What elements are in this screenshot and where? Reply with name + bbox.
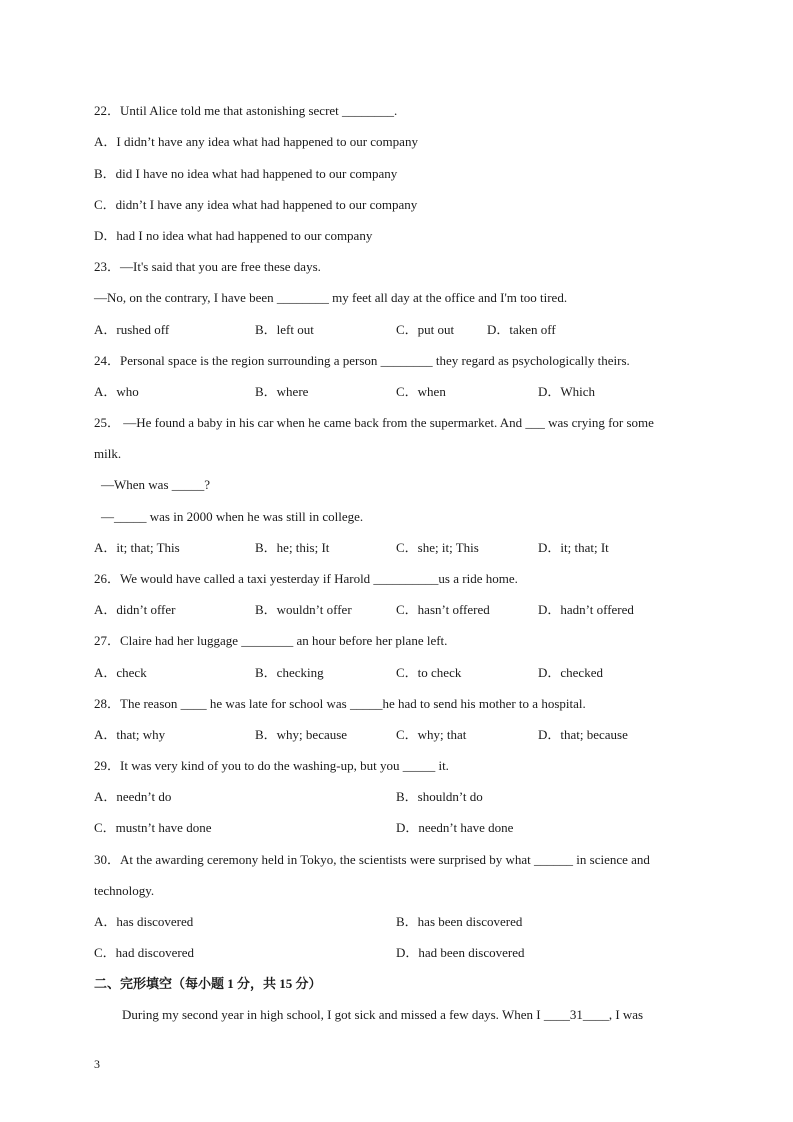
q25-option-c: C．she; it; This <box>396 540 479 555</box>
q27-option-c: C．to check <box>396 665 462 680</box>
q28-option-c: C．why; that <box>396 727 467 742</box>
section2-heading: 二、完形填空（每小题 1 分，共 15 分） <box>94 976 322 991</box>
q25-option-d: D．it; that; It <box>538 540 609 555</box>
q28-option-d: D．that; because <box>538 727 628 742</box>
q23-option-a: A．rushed off <box>94 322 170 337</box>
q26-option-d: D．hadn’t offered <box>538 602 634 617</box>
q29-stem: 29．It was very kind of you to do the washing-up, but you _____ it. <box>94 758 449 773</box>
q30-option-b: B．has been discovered <box>396 914 523 929</box>
q29-option-d: D．needn’t have done <box>396 820 514 835</box>
q26-option-a: A．didn’t offer <box>94 602 176 617</box>
q29-option-c: C．mustn’t have done <box>94 820 212 835</box>
q22-option-c: C．didn’t I have any idea what had happened to our company <box>94 197 418 212</box>
q26-stem: 26．We would have called a taxi yesterday if Harold __________us a ride home. <box>94 571 518 586</box>
q26-option-b: B．wouldn’t offer <box>255 602 352 617</box>
q24-stem: 24．Personal space is the region surrounding a person ________ they regard as psychologically theirs. <box>94 353 630 368</box>
q28-option-a: A．that; why <box>94 727 166 742</box>
q25-stem: 25． —He found a baby in his car when he came back from the supermarket. And ___ was crying for some <box>94 415 654 430</box>
q24-option-c: C．when <box>396 384 446 399</box>
q27-option-b: B．checking <box>255 665 324 680</box>
q23-option-c: C．put out <box>396 322 455 337</box>
q22-stem: 22．Until Alice told me that astonishing secret ________. <box>94 103 398 118</box>
q25-option-a: A．it; that; This <box>94 540 180 555</box>
section2-para-end: , I was <box>608 1007 644 1022</box>
page-number: 3 <box>94 1057 100 1071</box>
q23-stem: 23．—It's said that you are free these days. <box>94 259 321 274</box>
q22-option-d: D．had I no idea what had happened to our company <box>94 228 373 243</box>
q27-option-a: A．check <box>94 665 147 680</box>
q30-option-d: D．had been discovered <box>396 945 525 960</box>
section2-para-start: During my second year in high school, I got sick and missed a few days. When I <box>122 1007 544 1022</box>
q30-option-a: A．has discovered <box>94 914 194 929</box>
q25-stem-cont: milk. <box>94 446 122 461</box>
q27-stem: 27．Claire had her luggage ________ an hour before her plane left. <box>94 633 448 648</box>
q29-option-a: A．needn’t do <box>94 789 172 804</box>
q23-option-d: D．taken off <box>487 322 556 337</box>
q28-option-b: B．why; because <box>255 727 348 742</box>
q24-option-d: D．Which <box>538 384 596 399</box>
q25-option-b: B．he; this; It <box>255 540 330 555</box>
section2-paragraph <box>122 1007 643 1023</box>
q23-option-b: B．left out <box>255 322 314 337</box>
q22-option-a: A．I didn’t have any idea what had happened to our company <box>94 134 418 149</box>
blank-31: ____31____ <box>543 1007 609 1022</box>
q22-option-b: B．did I have no idea what had happened to our company <box>94 166 398 181</box>
q24-option-a: A．who <box>94 384 139 399</box>
q28-stem: 28．The reason ____ he was late for school was _____he had to send his mother to a hospital. <box>94 696 586 711</box>
q24-option-b: B．where <box>255 384 309 399</box>
q30-stem: 30．At the awarding ceremony held in Tokyo, the scientists were surprised by what ______ in science and <box>94 852 650 867</box>
q25-line2: —When was _____? <box>101 477 211 492</box>
q30-option-c: C．had discovered <box>94 945 195 960</box>
q23-line2: —No, on the contrary, I have been ________ my feet all day at the office and I'm too tired. <box>94 290 568 305</box>
q29-option-b: B．shouldn’t do <box>396 789 483 804</box>
q30-stem-cont: technology. <box>94 883 155 898</box>
q25-line3: —_____ was in 2000 when he was still in college. <box>101 509 364 524</box>
q27-option-d: D．checked <box>538 665 603 680</box>
q26-option-c: C．hasn’t offered <box>396 602 490 617</box>
